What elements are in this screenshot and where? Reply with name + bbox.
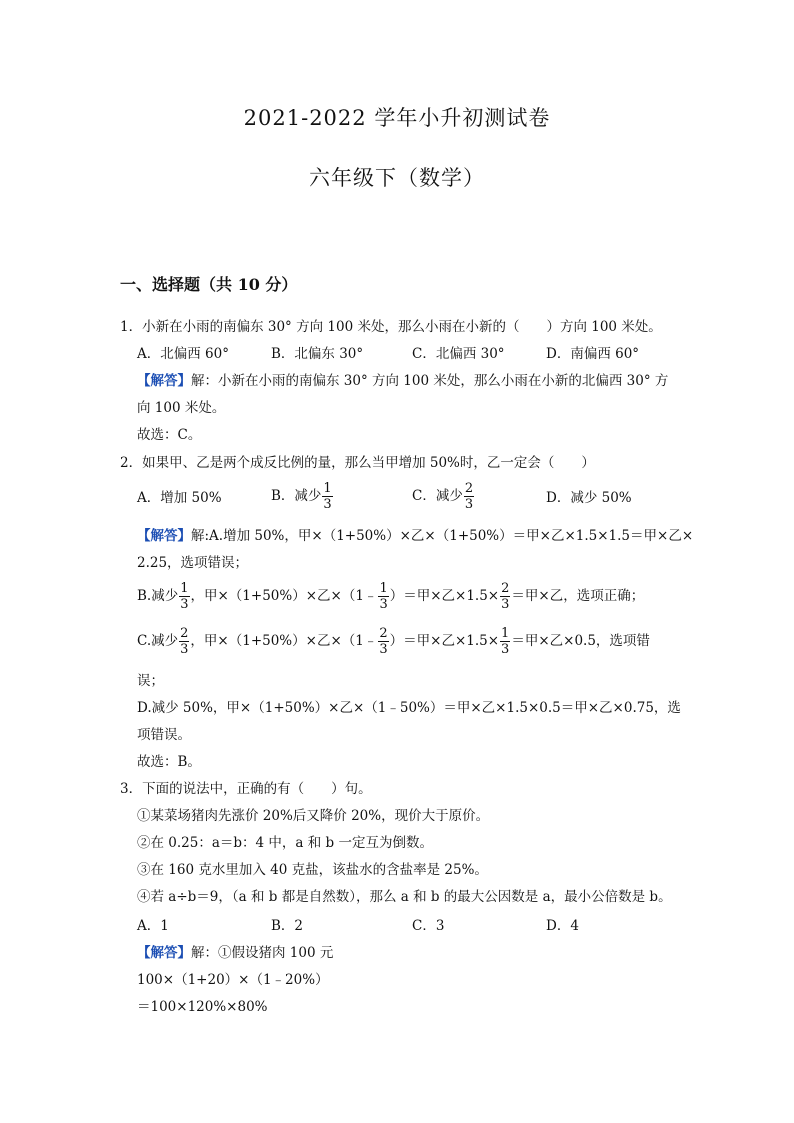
q1-choice: 故选：C。: [137, 427, 202, 443]
fraction: $\frac{1}{3}$: [180, 581, 189, 612]
q2-option-d: D．减少 50%: [546, 490, 632, 506]
q3-option-b: B．2: [271, 918, 304, 934]
q3-stem: 3．下面的说法中，正确的有（ ）句。: [120, 781, 372, 797]
q3-answer: 【解答】解：①假设猪肉 100 元: [137, 945, 334, 961]
q2-option-c: C．减少 $\frac{2}{3}$: [412, 481, 474, 512]
q3-options: [137, 917, 697, 935]
q1-answer: [137, 372, 668, 390]
section-heading: 一、选择题（共 10 分）: [120, 275, 298, 294]
q3-option-d: D．4: [546, 918, 579, 934]
q3-statement-1: ①某菜场猪肉先涨价 20%后又降价 20%，现价大于原价。: [137, 808, 490, 824]
q1-answer-text: 解：小新在小雨的南偏东 30° 方向 100 米处，那么小雨在小新的北偏西 30° 方: [191, 373, 669, 389]
q1-option-c: C．北偏西 30°: [412, 346, 505, 362]
q3-statement-2: ②在 0.25：a＝b：4 中，a 和 b 一定互为倒数。: [137, 835, 433, 851]
q3-answer-line-2: 100×（1+20）×（1﹣20%）: [137, 972, 329, 988]
q2-stem: 2．如果甲、乙是两个成反比例的量，那么当甲增加 50%时，乙一定会（ ）: [120, 455, 595, 471]
q1-answer-cont: 向 100 米处。: [137, 400, 226, 416]
fraction: $\frac{2}{3}$: [464, 481, 474, 512]
page-title: 2021-2022 学年小升初测试卷: [243, 106, 551, 130]
fraction: $\frac{2}{3}$: [180, 626, 189, 657]
q1-option-b: B．北偏东 30°: [271, 346, 364, 362]
q2-answer-c: C.减少 $\frac{2}{3}$ ，甲×（1+50%）×乙×（1﹣ $\frac{2}{3}$ ）＝甲×乙×1.5× $\frac{1}{3}$ ＝甲×乙×0.5，选项错: [137, 626, 650, 657]
fraction: $\frac{2}{3}$: [501, 581, 510, 612]
q3-statement-3: ③在 160 克水里加入 40 克盐，该盐水的含盐率是 25%。: [137, 862, 488, 878]
q2-answer-a-cont: 2.25，选项错误；: [137, 555, 249, 571]
q1-stem: 1．小新在小雨的南偏东 30° 方向 100 米处，那么小雨在小新的（ ）方向 100 米处。: [120, 319, 662, 335]
page-subtitle: 六年级下（数学）: [309, 166, 485, 190]
q3-option-a: A．1: [137, 918, 169, 934]
q2-choice: 故选：B。: [137, 754, 201, 770]
q3-answer-line-3: ＝100×120%×80%: [137, 999, 268, 1015]
q3-statement-4: ④若 a÷b＝9，（a 和 b 都是自然数），那么 a 和 b 的最大公因数是 a，最小公倍数是 b。: [137, 889, 672, 905]
q2-option-b: B．减少 $\frac{1}{3}$: [271, 481, 332, 512]
answer-tag: 【解答】: [137, 945, 191, 961]
q2-answer-a: 【解答】解:A.增加 50%，甲×（1+50%）×乙×（1+50%）＝甲×乙×1.5×1.5＝甲×乙×: [137, 528, 694, 544]
q2-answer-d-cont: 项错误。: [137, 727, 191, 743]
q2-answer-b: B.减少 $\frac{1}{3}$ ，甲×（1+50%）×乙×（1﹣ $\frac{1}{3}$ ）＝甲×乙×1.5× $\frac{2}{3}$ ＝甲×乙，选项正确；: [137, 581, 645, 612]
q3-option-c: C．3: [412, 918, 445, 934]
answer-tag: 【解答】: [137, 373, 191, 389]
q2-answer-d: D.减少 50%，甲×（1+50%）×乙×（1﹣50%）＝甲×乙×1.5×0.5＝甲×乙×0.75，选: [137, 700, 681, 716]
q2-answer-c-cont: 误；: [137, 673, 164, 689]
fraction: $\frac{1}{3}$: [323, 481, 332, 512]
q1-options: [137, 345, 697, 363]
fraction: $\frac{1}{3}$: [501, 626, 510, 657]
fraction: $\frac{1}{3}$: [379, 581, 388, 612]
q1-option-a: A．北偏西 60°: [137, 346, 229, 362]
q2-options: [137, 481, 697, 521]
answer-tag: 【解答】: [137, 528, 191, 544]
fraction: $\frac{2}{3}$: [379, 626, 388, 657]
q2-option-a: A．增加 50%: [137, 490, 222, 506]
q1-option-d: D．南偏西 60°: [546, 346, 640, 362]
